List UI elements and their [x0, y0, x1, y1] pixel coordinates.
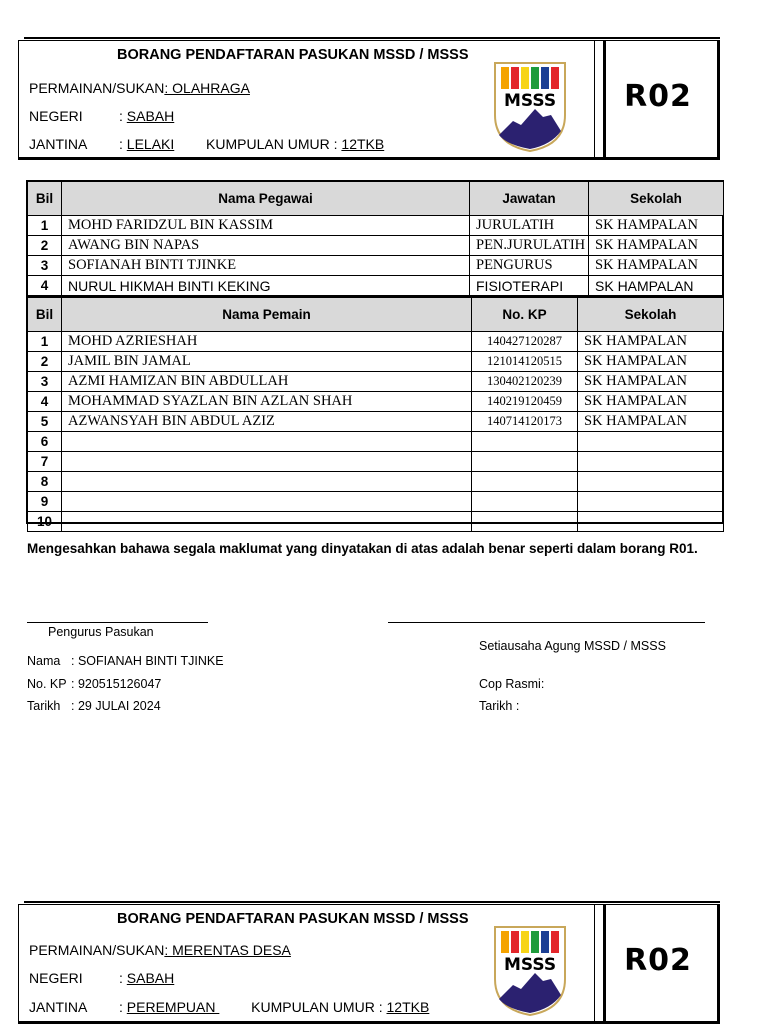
- kp-cell: 121014120515: [472, 352, 578, 372]
- officials-header-row: [28, 182, 724, 216]
- form-title: BORANG PENDAFTARAN PASUKAN MSSD / MSSS: [117, 911, 469, 927]
- table-row: 4 MOHAMMAD SYAZLAN BIN AZLAN SHAH 140219120459 SK HAMPALAN: [28, 392, 724, 412]
- signature-right-tarikh: Tarikh :: [479, 699, 520, 713]
- nama-cell: AZWANSYAH BIN ABDUL AZIZ: [62, 412, 472, 432]
- table-row: 5 AZWANSYAH BIN ABDUL AZIZ 140714120173 SK HAMPALAN: [28, 412, 724, 432]
- negeri-value: SABAH: [126, 970, 175, 986]
- nama-cell: MOHD AZRIESHAH: [62, 332, 472, 352]
- kp-cell: [472, 432, 578, 452]
- col-sekolah: Sekolah: [578, 298, 724, 332]
- kumpulan-umur-label: KUMPULAN UMUR :: [206, 136, 338, 152]
- officials-table: [27, 181, 724, 296]
- nama-cell: [62, 452, 472, 472]
- form-code: R02: [624, 79, 692, 114]
- sekolah-cell: SK HAMPALAN: [589, 256, 724, 276]
- header-info-panel: [18, 904, 606, 1024]
- permainan-value: : OLAHRAGA: [164, 80, 250, 96]
- jantina-label: JANTINA: [29, 999, 88, 1015]
- sekolah-cell: SK HAMPALAN: [578, 332, 724, 352]
- table-row: 6: [28, 432, 724, 452]
- form-code-box: [594, 904, 720, 1024]
- negeri-label: NEGERI: [29, 970, 83, 986]
- form-code: R02: [624, 943, 692, 978]
- col-bil: Bil: [28, 182, 62, 216]
- nama-cell: [62, 512, 472, 532]
- table-row: 8: [28, 472, 724, 492]
- kp-cell: 140219120459: [472, 392, 578, 412]
- kp-cell: 140714120173: [472, 412, 578, 432]
- sekolah-cell: SK HAMPALAN: [578, 372, 724, 392]
- jantina-value: PEREMPUAN: [126, 999, 220, 1015]
- jantina-label: JANTINA: [29, 136, 88, 152]
- permainan-label: PERMAINAN/SUKAN: [29, 942, 165, 958]
- kp-cell: [472, 512, 578, 532]
- table-row: 2 JAMIL BIN JAMAL 121014120515 SK HAMPALAN: [28, 352, 724, 372]
- kp-value: : 920515126047: [71, 677, 162, 691]
- sekolah-cell: SK HAMPALAN: [589, 216, 724, 236]
- kumpulan-umur-value: 12TKB: [386, 999, 430, 1015]
- sekolah-cell: SK HAMPALAN: [589, 236, 724, 256]
- tarikh-label: Tarikh: [27, 699, 61, 713]
- negeri-value: SABAH: [126, 108, 175, 124]
- cop-rasmi-label: Cop Rasmi:: [479, 677, 545, 691]
- table-row: 3 AZMI HAMIZAN BIN ABDULLAH 130402120239 SK HAMPALAN: [28, 372, 724, 392]
- nama-cell: JAMIL BIN JAMAL: [62, 352, 472, 372]
- table-row: 3 SOFIANAH BINTI TJINKE PENGURUS SK HAMPALAN: [28, 256, 724, 276]
- sekolah-cell: [578, 492, 724, 512]
- sekolah-cell: SK HAMPALAN: [578, 352, 724, 372]
- jantina-row: JANTINA : PEREMPUAN KUMPULAN UMUR : 12TKB: [29, 999, 430, 1015]
- sekolah-cell: [578, 512, 724, 532]
- nama-cell: [62, 432, 472, 452]
- col-sekolah: Sekolah: [589, 182, 724, 216]
- logo-text: MSSS: [503, 955, 557, 975]
- negeri-row: NEGERI : SABAH: [29, 108, 175, 124]
- signature-line-right: [388, 622, 705, 623]
- form-code-box: [594, 40, 720, 160]
- logo-text: MSSS: [503, 91, 557, 111]
- jawatan-cell: PEN.JURULATIH: [470, 236, 589, 256]
- permainan-row: [29, 80, 250, 96]
- jawatan-cell: PENGURUS: [470, 256, 589, 276]
- permainan-value: : MERENTAS DESA: [164, 942, 291, 958]
- nama-cell: [62, 472, 472, 492]
- negeri-row: NEGERI : SABAH: [29, 970, 175, 986]
- players-table: [27, 297, 724, 532]
- kp-cell: [472, 452, 578, 472]
- confirmation-statement: Mengesahkan bahawa segala maklumat yang dinyatakan di atas adalah benar seperti dalam borang R01.: [27, 541, 698, 556]
- signature-left-nama: [27, 654, 224, 668]
- kumpulan-umur-value: 12TKB: [341, 136, 385, 152]
- col-bil: Bil: [28, 298, 62, 332]
- form-title: BORANG PENDAFTARAN PASUKAN MSSD / MSSS: [117, 47, 469, 63]
- form-header-2: [16, 904, 720, 1024]
- kp-label: No. KP: [27, 677, 67, 691]
- nama-cell: AZMI HAMIZAN BIN ABDULLAH: [62, 372, 472, 392]
- kp-cell: 130402120239: [472, 372, 578, 392]
- col-nama-pemain: Nama Pemain: [62, 298, 472, 332]
- nama-cell: NURUL HIKMAH BINTI KEKING: [62, 276, 470, 296]
- nama-cell: AWANG BIN NAPAS: [62, 236, 470, 256]
- table-row: 1 MOHD AZRIESHAH 140427120287 SK HAMPALAN: [28, 332, 724, 352]
- nama-label: Nama: [27, 654, 61, 668]
- table-row: 2 AWANG BIN NAPAS PEN.JURULATIH SK HAMPALAN: [28, 236, 724, 256]
- nama-value: : SOFIANAH BINTI TJINKE: [71, 654, 224, 668]
- form-header-1: [16, 40, 720, 160]
- permainan-label: PERMAINAN/SUKAN: [29, 80, 165, 96]
- jantina-row: JANTINA : LELAKI KUMPULAN UMUR : 12TKB: [29, 136, 385, 152]
- jantina-value: LELAKI: [126, 136, 175, 152]
- nama-cell: SOFIANAH BINTI TJINKE: [62, 256, 470, 276]
- table-row: 7: [28, 452, 724, 472]
- jawatan-cell: JURULATIH: [470, 216, 589, 236]
- msss-logo-icon: [491, 923, 569, 1017]
- kp-cell: [472, 492, 578, 512]
- kp-cell: 140427120287: [472, 332, 578, 352]
- header-info-panel: [18, 40, 606, 160]
- col-no-kp: No. KP: [472, 298, 578, 332]
- kp-cell: [472, 472, 578, 492]
- kumpulan-umur-label: KUMPULAN UMUR :: [251, 999, 383, 1015]
- nama-cell: [62, 492, 472, 512]
- signature-right-title: Setiausaha Agung MSSD / MSSS: [479, 639, 666, 653]
- tarikh-value: : 29 JULAI 2024: [71, 699, 161, 713]
- msss-logo-icon: [491, 59, 569, 153]
- sekolah-cell: SK HAMPALAN: [578, 412, 724, 432]
- sekolah-cell: [578, 432, 724, 452]
- negeri-label: NEGERI: [29, 108, 83, 124]
- signature-line-left: [27, 622, 208, 623]
- sekolah-cell: SK HAMPALAN: [578, 392, 724, 412]
- signature-left-title: Pengurus Pasukan: [48, 625, 154, 639]
- nama-cell: MOHAMMAD SYAZLAN BIN AZLAN SHAH: [62, 392, 472, 412]
- table-row: 9: [28, 492, 724, 512]
- col-jawatan: Jawatan: [470, 182, 589, 216]
- table-row: 1 MOHD FARIDZUL BIN KASSIM JURULATIH SK HAMPALAN: [28, 216, 724, 236]
- players-header-row: [28, 298, 724, 332]
- jawatan-cell: FISIOTERAPI: [470, 276, 589, 296]
- table-row: 4 NURUL HIKMAH BINTI KEKING FISIOTERAPI SK HAMPALAN: [28, 276, 724, 296]
- sekolah-cell: [578, 472, 724, 492]
- sekolah-cell: [578, 452, 724, 472]
- table-row: 10: [28, 512, 724, 532]
- sekolah-cell: SK HAMPALAN: [589, 276, 724, 296]
- permainan-row: [29, 942, 291, 958]
- signature-left-tarikh: [27, 699, 161, 713]
- signature-left-kp: [27, 677, 161, 691]
- nama-cell: MOHD FARIDZUL BIN KASSIM: [62, 216, 470, 236]
- col-nama-pegawai: Nama Pegawai: [62, 182, 470, 216]
